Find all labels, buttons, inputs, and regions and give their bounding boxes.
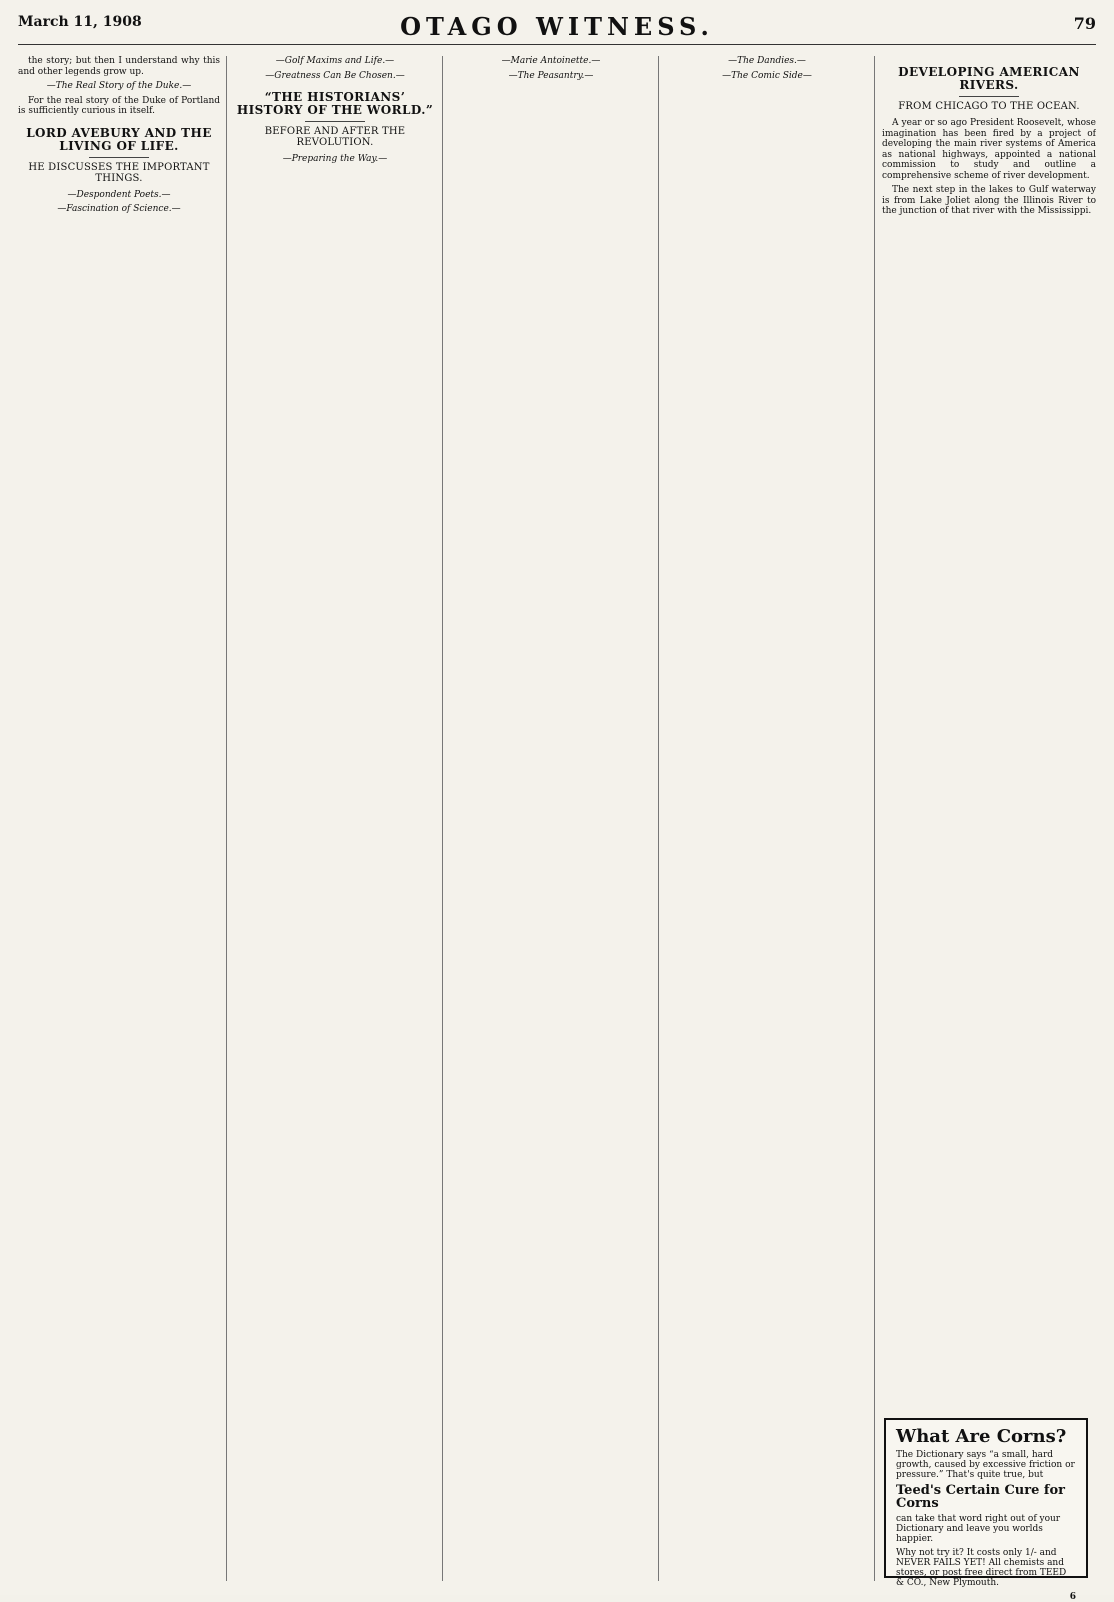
column-4: [666, 56, 868, 1581]
column-divider-1: [226, 56, 227, 1581]
ad-number: 6: [1069, 1592, 1076, 1602]
issue-date: March 11, 1908: [18, 14, 142, 30]
masthead: [18, 10, 1096, 52]
column-1-paragraph: the story; but then I understand why this and other legends grow up.: [18, 56, 220, 77]
column-divider-4: [874, 56, 875, 1581]
section-heading: —Marie Antoinette.—: [501, 56, 601, 66]
section-heading: —The Real Story of the Duke.—: [46, 81, 192, 91]
section-heading: —Despondent Poets.—: [67, 189, 171, 200]
column-3: [450, 56, 652, 1581]
column-1: [18, 56, 220, 1581]
corn-cure-advertisement: [884, 1418, 1088, 1602]
section-heading: —Golf Maxims and Life.—: [275, 56, 395, 66]
column-1-paragraph: For the real story of the Duke of Portland is sufficiently curious in itself.: [18, 95, 220, 116]
column-5-paragraph: A year or so ago President Roosevelt, whose imagination has been fired by a project of developing the main river systems of America as national highways, appointed a national commission to study and outline a comprehensive scheme of river development.: [882, 118, 1096, 181]
section-heading: —The Peasantry.—: [508, 70, 594, 81]
page-number: 79: [1073, 14, 1096, 33]
left-subhead: HE DISCUSSES THE IMPORTANT THINGS.: [28, 161, 210, 184]
ad-title: Teed's Certain Cure for Corns: [896, 1483, 1066, 1511]
column-divider-2: [442, 56, 443, 1581]
headline-rule: [959, 96, 1019, 97]
headline-rule: [305, 121, 365, 122]
section-heading: —Greatness Can Be Chosen.—: [265, 70, 405, 81]
center-headline: “THE HISTORIANS’ HISTORY OF THE WORLD.”: [236, 90, 434, 117]
ad-text: Why not try it? It costs only 1/- and NEVER FAILS YET! All chemists and stores, or post free direct from TEED & CO., New Plymouth.: [896, 1548, 1067, 1588]
column-5-paragraph: The next step in the lakes to Gulf waterway is from Lake Joliet along the Illinois River to the junction of that river with the Mississippi.: [882, 185, 1096, 216]
column-5: [882, 56, 1096, 1581]
ad-text: can take that word right out of your Dictionary and leave you worlds happier.: [896, 1514, 1061, 1544]
section-heading: —Fascination of Science.—: [57, 204, 181, 214]
right-subhead: FROM CHICAGO TO THE OCEAN.: [898, 101, 1080, 112]
ad-text: The Dictionary says “a small, hard growth, caused by excessive friction or pressure.” That's quite true, but: [896, 1450, 1075, 1480]
masthead-rule: [18, 44, 1096, 45]
section-heading: —Preparing the Way.—: [282, 154, 388, 164]
left-headline: LORD AVEBURY AND THE LIVING OF LIFE.: [26, 125, 212, 153]
right-headline: DEVELOPING AMERICAN RIVERS.: [898, 65, 1080, 92]
newspaper-title: OTAGO WITNESS.: [400, 12, 714, 41]
column-2: [234, 56, 436, 1581]
center-subhead: BEFORE AND AFTER THE REVOLUTION.: [264, 126, 406, 148]
section-heading: —The Dandies.—: [728, 56, 806, 66]
headline-rule: [89, 157, 149, 158]
section-heading: —The Comic Side—: [722, 70, 812, 81]
ad-heading: What Are Corns?: [896, 1426, 1067, 1447]
column-divider-3: [658, 56, 659, 1581]
